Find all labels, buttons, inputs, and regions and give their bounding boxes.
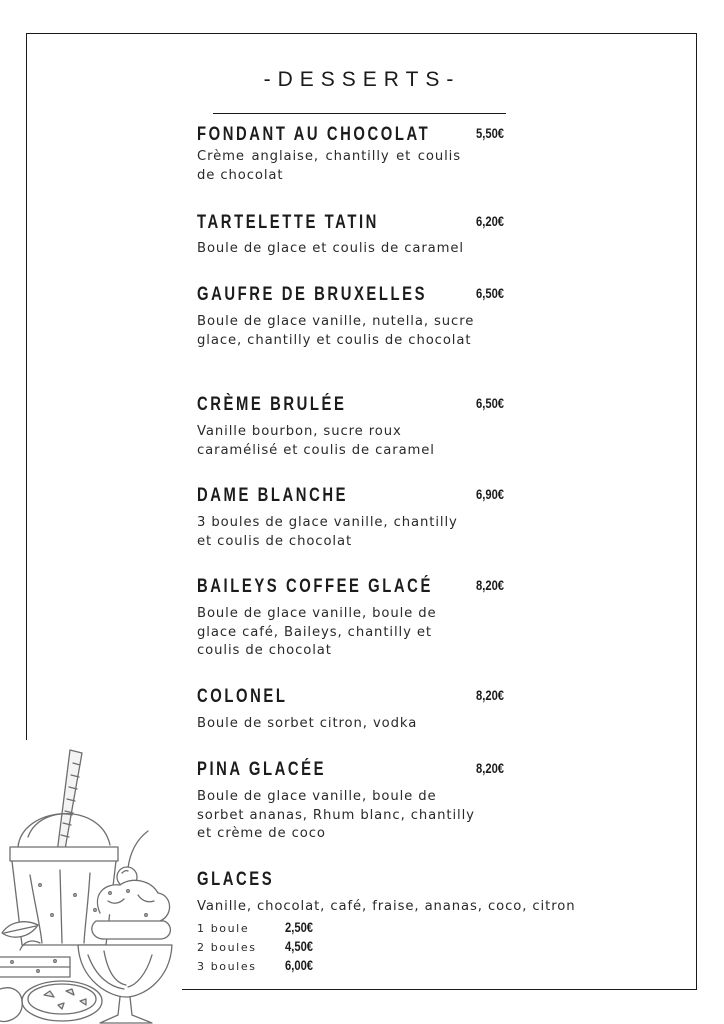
menu-item-fondant: [197, 124, 517, 185]
item-price: 8,20€: [476, 760, 505, 776]
glaces-flavors: Vanille, chocolat, café, fraise, ananas, coco, citron: [197, 899, 576, 914]
size-label: 3 boules: [197, 960, 257, 973]
item-name: CRÈME BRULÉE: [197, 394, 347, 415]
menu-item-glaces: [197, 869, 517, 891]
title-divider: [213, 113, 506, 114]
item-name: DAME BLANCHE: [197, 485, 349, 506]
item-price: 8,20€: [476, 687, 505, 703]
item-price: 6,50€: [476, 395, 505, 411]
item-name: FONDANT AU CHOCOLAT: [197, 124, 431, 145]
menu-item-tartelette: [197, 212, 517, 259]
item-price: 6,90€: [476, 486, 505, 502]
item-description: Boule de sorbet citron, vodka: [197, 716, 418, 731]
item-price: 5,50€: [476, 125, 505, 141]
item-description: Boule de glace vanille, boule de glace café, Baileys, chantilly et coulis de chocolat: [197, 606, 437, 658]
item-name: GLACES: [197, 869, 275, 890]
size-price: 2,50€: [285, 919, 314, 935]
item-description: 3 boules de glace vanille, chantilly et coulis de chocolat: [197, 515, 458, 549]
size-label: 1 boule: [197, 922, 250, 935]
menu-item-dame-blanche: [197, 485, 517, 551]
item-price: 8,20€: [476, 577, 505, 593]
item-description: Crème anglaise, chantilly et coulis de chocolat: [197, 149, 461, 183]
item-name: GAUFRE DE BRUXELLES: [197, 284, 428, 305]
menu-item-baileys: [197, 576, 517, 661]
menu-item-pina-glacee: [197, 759, 517, 844]
item-price: 6,50€: [476, 285, 505, 301]
item-name: COLONEL: [197, 686, 288, 707]
item-name: PINA GLACÉE: [197, 759, 327, 780]
size-price: 4,50€: [285, 938, 314, 954]
menu-title: -DESSERTS-: [263, 68, 461, 91]
item-name: TARTELETTE TATIN: [197, 212, 379, 233]
menu-item-creme-brulee: [197, 394, 517, 460]
item-description: Vanille bourbon, sucre roux caramélisé et coulis de caramel: [197, 424, 435, 458]
size-price: 6,00€: [285, 957, 314, 973]
item-description: Boule de glace vanille, nutella, sucre glace, chantilly et coulis de chocolat: [197, 314, 475, 348]
menu-item-gaufre: [197, 284, 517, 350]
item-price: 6,20€: [476, 213, 505, 229]
menu-item-colonel: [197, 686, 517, 734]
item-name: BAILEYS COFFEE GLACÉ: [197, 576, 433, 597]
item-description: Boule de glace et coulis de caramel: [197, 241, 464, 256]
dessert-sundae-illustration: [0, 745, 190, 1024]
size-label: 2 boules: [197, 941, 257, 954]
item-description: Boule de glace vanille, boule de sorbet ananas, Rhum blanc, chantilly et crème de coco: [197, 789, 475, 841]
